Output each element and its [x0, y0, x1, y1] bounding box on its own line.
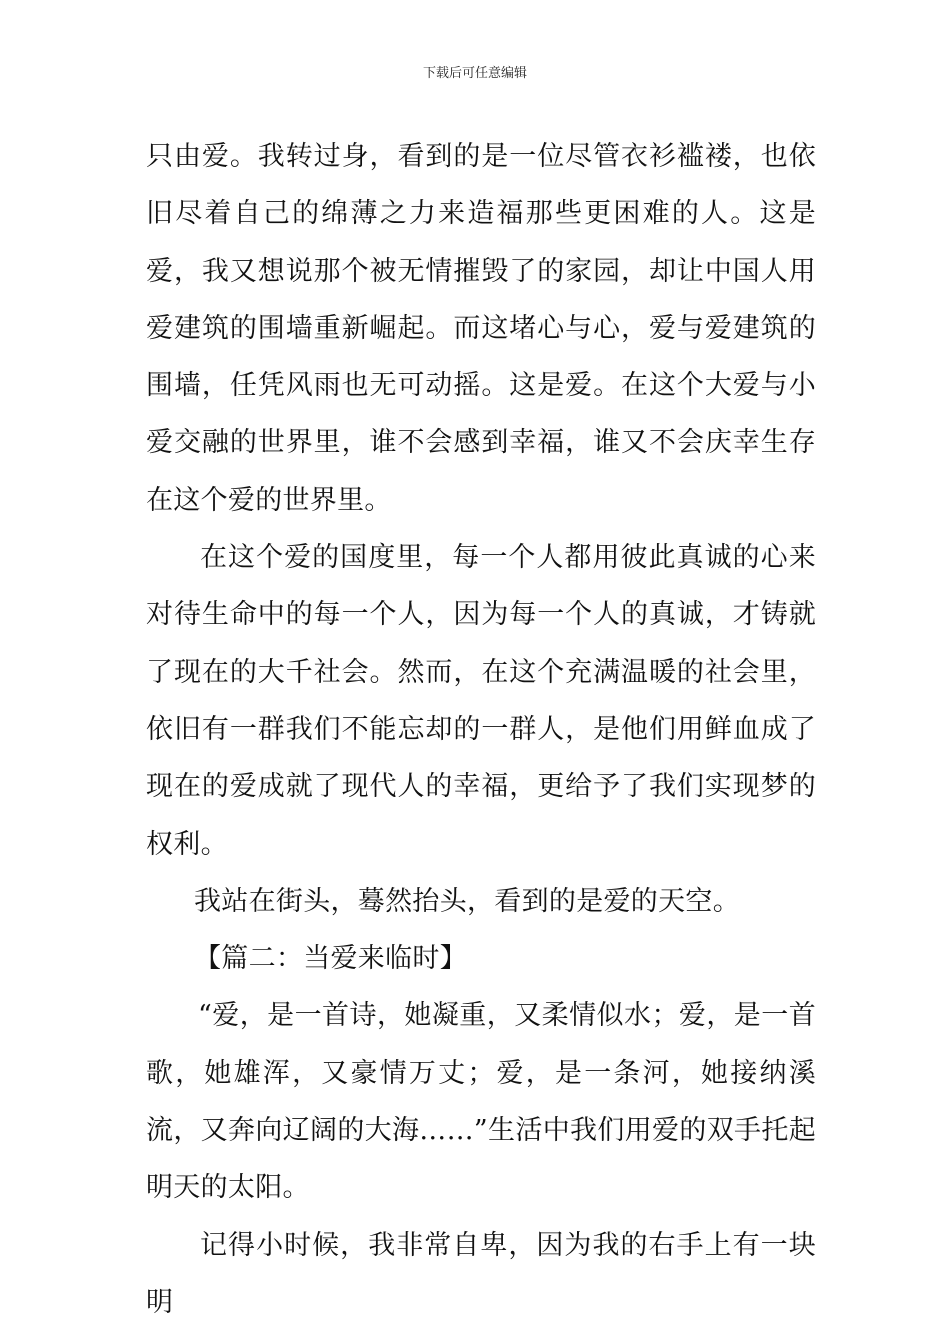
paragraph-continued: 只由爱。我转过身，看到的是一位尽管衣衫褴褛，也依旧尽着自己的绵薄之力来造福那些更困难的人。这是爱，我又想说那个被无情摧毁了的家园，却让中国人用爱建筑的围墙重新崛起。而这堵心与心，爱与爱建筑的围墙，任凭风雨也无可动摇。这是爱。在这个大爱与小爱交融的世界里，谁不会感到幸福，谁又不会庆幸生存在这个爱的世界里。 [146, 141, 816, 516]
paragraph: 记得小时候，我非常自卑，因为我的右手上有一块明 [146, 1229, 816, 1318]
body-text [146, 128, 816, 1331]
paragraph: 在这个爱的国度里，每一个人都用彼此真诚的心来对待生命中的每一个人，因为每一个人的真诚，才铸就了现在的大千社会。然而，在这个充满温暖的社会里，依旧有一群我们不能忘却的一群人，是他们用鲜血成了现在的爱成就了现代人的幸福，更给予了我们实现梦的权利。 [146, 542, 816, 860]
paragraph: 我站在街头，蓦然抬头，看到的是爱的天空。 [194, 885, 740, 917]
paragraph: “爱，是一首诗，她凝重，又柔情似水；爱，是一首歌，她雄浑，又豪情万丈；爱，是一条河，她接纳溪流，又奔向辽阔的大海……”生活中我们用爱的双手托起明天的太阳。 [146, 1000, 816, 1204]
page-header: 下载后可任意编辑 [422, 66, 527, 81]
section-heading: 【篇二：当爱来临时】 [194, 943, 467, 975]
